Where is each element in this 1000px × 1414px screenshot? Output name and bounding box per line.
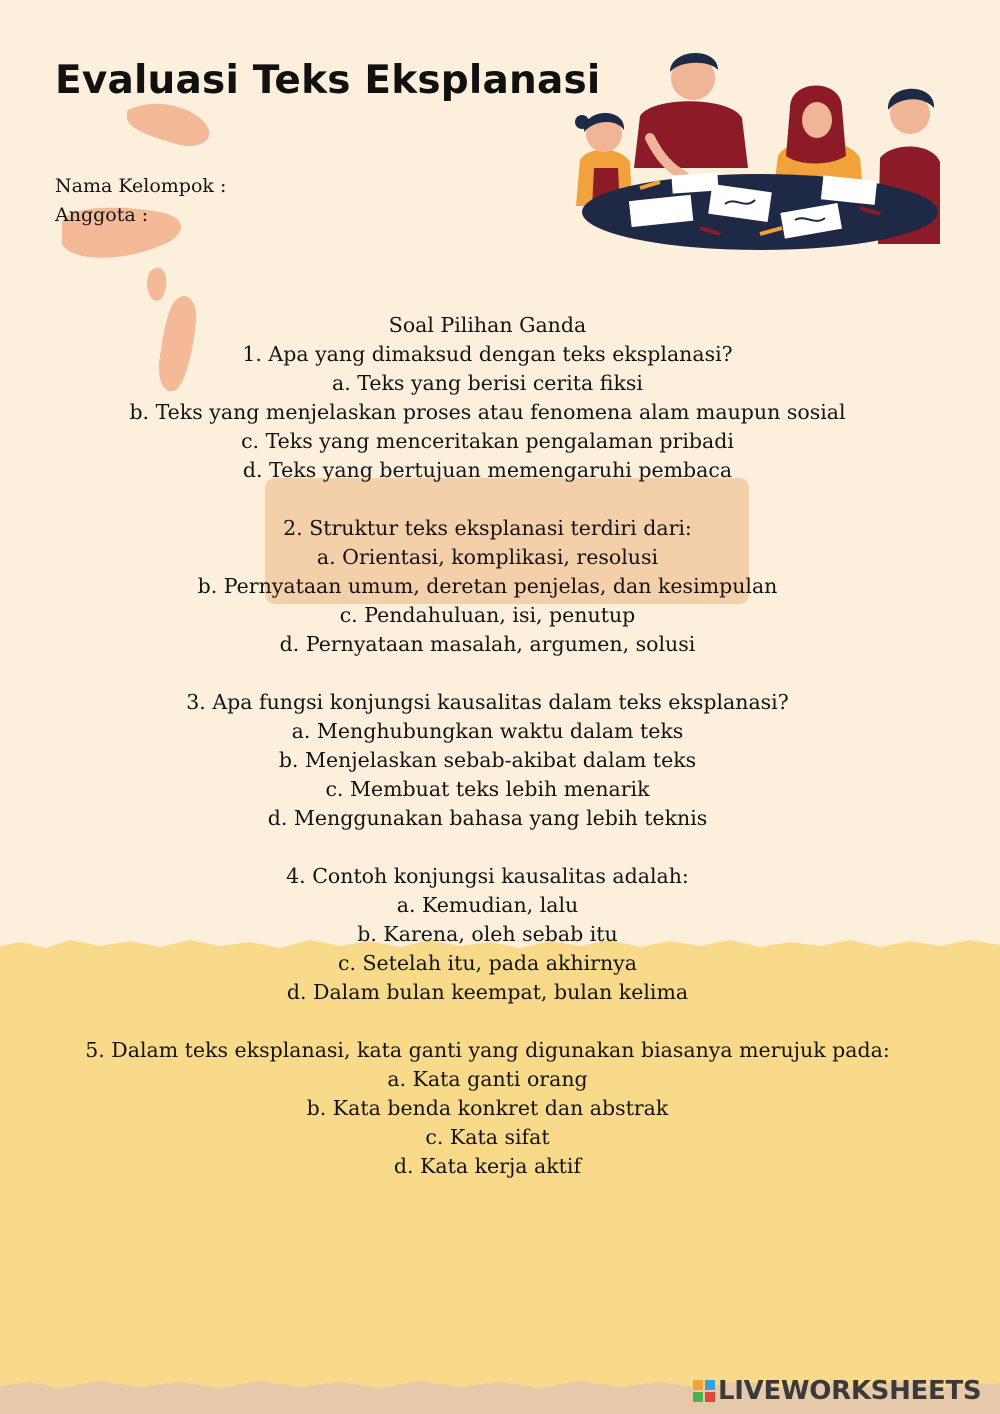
members-label: Anggota : (55, 204, 149, 226)
question-text: 1. Apa yang dimaksud dengan teks eksplanasi? (242, 342, 733, 366)
accent-blob-small (147, 268, 166, 301)
answer-option[interactable]: c. Kata sifat (425, 1125, 550, 1149)
question-block (0, 833, 975, 1007)
answer-option[interactable]: a. Kemudian, lalu (396, 893, 579, 917)
question-block (0, 340, 975, 485)
multiple-choice-section (0, 311, 975, 1181)
answer-option[interactable]: b. Teks yang menjelaskan proses atau fenomena alam maupun sosial (129, 400, 846, 424)
question-text: 5. Dalam teks eksplanasi, kata ganti yang digunakan biasanya merujuk pada: (85, 1038, 890, 1062)
logo-text: LIVEWORKSHEETS (718, 1376, 982, 1406)
group-name-label: Nama Kelompok : (55, 175, 227, 197)
answer-option[interactable]: c. Membuat teks lebih menarik (325, 777, 650, 801)
question-spacer (0, 659, 975, 688)
answer-option[interactable]: b. Menjelaskan sebab-akibat dalam teks (278, 748, 697, 772)
answer-option[interactable]: c. Pendahuluan, isi, penutup (339, 603, 636, 627)
group-info-fields (55, 172, 226, 230)
answer-option[interactable]: c. Teks yang menceritakan pengalaman pribadi (241, 429, 734, 453)
answer-option[interactable]: d. Dalam bulan keempat, bulan kelima (286, 980, 689, 1004)
answer-option[interactable]: b. Kata benda konkret dan abstrak (306, 1096, 669, 1120)
answer-option[interactable]: d. Kata kerja aktif (393, 1154, 582, 1178)
answer-option[interactable]: a. Orientasi, komplikasi, resolusi (316, 545, 659, 569)
question-block (0, 659, 975, 833)
worksheet-title: Evaluasi Teks Eksplanasi (55, 58, 601, 103)
answer-option[interactable]: d. Pernyataan masalah, argumen, solusi (279, 632, 696, 656)
question-text: 3. Apa fungsi konjungsi kausalitas dalam teks eksplanasi? (186, 690, 789, 714)
answer-option[interactable]: d. Teks yang bertujuan memengaruhi pembaca (242, 458, 733, 482)
answer-option[interactable]: c. Setelah itu, pada akhirnya (337, 951, 637, 975)
question-block (0, 1007, 975, 1181)
answer-option[interactable]: d. Menggunakan bahasa yang lebih teknis (267, 806, 708, 830)
answer-option[interactable]: b. Pernyataan umum, deretan penjelas, dan kesimpulan (197, 574, 778, 598)
question-spacer (0, 1007, 975, 1036)
answer-option[interactable]: a. Menghubungkan waktu dalam teks (291, 719, 684, 743)
accent-blob-top (127, 104, 209, 146)
liveworksheets-logo (693, 1376, 981, 1406)
answer-option[interactable]: a. Kata ganti orang (387, 1067, 588, 1091)
liveworksheets-logo-icon (693, 1380, 715, 1402)
question-spacer (0, 833, 975, 862)
question-block (0, 485, 975, 659)
section-heading: Soal Pilihan Ganda (388, 313, 587, 337)
question-text: 4. Contoh konjungsi kausalitas adalah: (286, 864, 689, 888)
answer-option[interactable]: b. Karena, oleh sebab itu (357, 922, 618, 946)
family-studying-at-table-illustration (560, 38, 940, 258)
question-text: 2. Struktur teks eksplanasi terdiri dari: (283, 516, 692, 540)
answer-option[interactable]: a. Teks yang berisi cerita fiksi (332, 371, 643, 395)
question-spacer (0, 485, 975, 514)
